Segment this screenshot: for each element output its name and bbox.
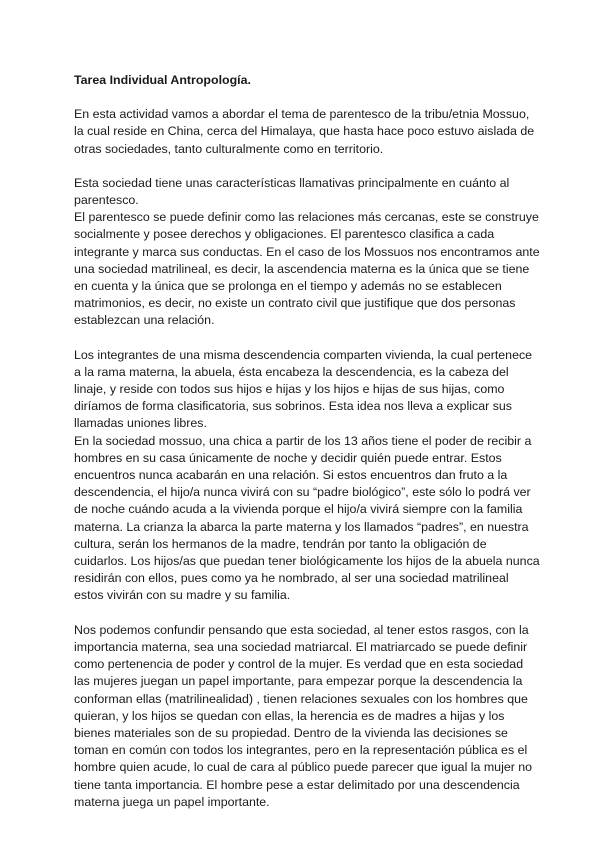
text-line: bienes materiales son de su propiedad. Dentro de la vivienda las decisiones se (74, 725, 508, 740)
text-line: cuidarlos. Los hijos/as que puedan tener biológicamente los hijos de la abuela nunca (74, 554, 540, 569)
text-line: estos vivirán con su madre y su familia. (74, 588, 291, 603)
document-page (74, 72, 540, 811)
text-line: las mujeres juegan un papel importante, para empezar porque la descendencia la (74, 674, 523, 689)
text-line: hombre quien acude, lo cual de cara al público puede parecer que igual la mujer no (74, 760, 533, 775)
text-line: una sociedad matrilineal, es decir, la ascendencia materna es la única que se tiene (74, 261, 530, 276)
text-line: tiene tanta importancia. El hombre pese a estar delimitado por una descendencia (74, 777, 520, 792)
text-line: residirán con ellos, pues como ya he nombrado, al ser una sociedad matrilineal (74, 571, 509, 586)
paragraph-spacer (74, 330, 534, 347)
paragraph-spacer (74, 158, 534, 175)
text-line: toman en común con todos los integrantes, pero en la representación pública es el (74, 743, 528, 758)
text-line: integrante y marca sus conductas. En el caso de los Mossuos nos encontramos ante (74, 244, 540, 259)
text-line: En la sociedad mossuo, una chica a partir de los 13 años tiene el poder de recibir a (74, 433, 532, 448)
text-line: establezcan una relación. (74, 313, 215, 328)
text-line: Esta sociedad tiene unas características llamativas principalmente en cuánto al (74, 175, 510, 190)
text-line: encuentros nunca acabarán en una relación. Si estos encuentros dan fruto a la (74, 468, 508, 483)
paragraph (74, 622, 534, 811)
text-line: llamadas uniones libres. (74, 416, 207, 431)
text-line: importancia materna, sea una sociedad matriarcal. El matriarcado se puede definir (74, 639, 528, 654)
text-line: la cual reside en China, cerca del Himalaya, que hasta hace poco estuvo aislada de (74, 124, 535, 139)
text-line: cultura, serán los hermanos de la madre, tendrán por tanto la obligación de (74, 536, 487, 551)
document-body (74, 106, 540, 811)
text-line: como pertenencia de poder y control de la mujer. Es verdad que en esta sociedad (74, 657, 524, 672)
text-line: En esta actividad vamos a abordar el tema de parentesco de la tribu/etnia Mossuo, (74, 107, 530, 122)
text-line: conforman ellas (matrilinealidad) , tienen relaciones sexuales con los hombres que (74, 691, 528, 706)
text-line: materna. La crianza la abarca la parte materna y los llamados “padres”, en nuestra (74, 519, 529, 534)
text-line: socialmente y posee derechos y obligaciones. El parentesco clasifica a cada (74, 227, 495, 242)
text-line: Los integrantes de una misma descendencia comparten vivienda, la cual pertenece (74, 347, 533, 362)
text-line: linaje, y reside con todos sus hijos e hijas y los hijos e hijas de sus hijas, como (74, 382, 505, 397)
paragraph-spacer (74, 605, 534, 622)
paragraph (74, 175, 540, 330)
text-line: El parentesco se puede definir como las relaciones más cercanas, este se construye (74, 210, 539, 225)
text-line: parentesco. (74, 193, 139, 208)
text-line: de noche cuándo acuda a la vivienda porque el hijo/a vivirá siempre con la familia (74, 502, 523, 517)
text-line: descendencia, el hijo/a nunca vivirá con su “padre biológico”, este sólo lo podrá ver (74, 485, 531, 500)
text-line: diríamos de forma clasificatoria, sus sobrinos. Esta idea nos lleva a explicar sus (74, 399, 512, 414)
text-line: materna juega un papel importante. (74, 794, 270, 809)
text-line: quieran, y los hijos se quedan con ellas, la herencia es de madres a hijas y los (74, 708, 505, 723)
document-title: Tarea Individual Antropología. (74, 73, 251, 87)
text-line: a la rama materna, la abuela, ésta encabeza la descendencia, es la cabeza del (74, 364, 509, 379)
text-line: matrimonios, es decir, no existe un contrato civil que justifique que dos personas (74, 296, 516, 311)
text-line: Nos podemos confundir pensando que esta sociedad, al tener estos rasgos, con la (74, 622, 529, 637)
text-line: hombres en su casa únicamente de noche y decidir quién puede entrar. Estos (74, 450, 502, 465)
text-line: en cuenta y la única que se prolonga en el tiempo y además no se establecen (74, 279, 502, 294)
paragraph (74, 106, 534, 158)
paragraph (74, 347, 540, 605)
text-line: otras sociedades, tanto culturalmente como en territorio. (74, 141, 384, 156)
